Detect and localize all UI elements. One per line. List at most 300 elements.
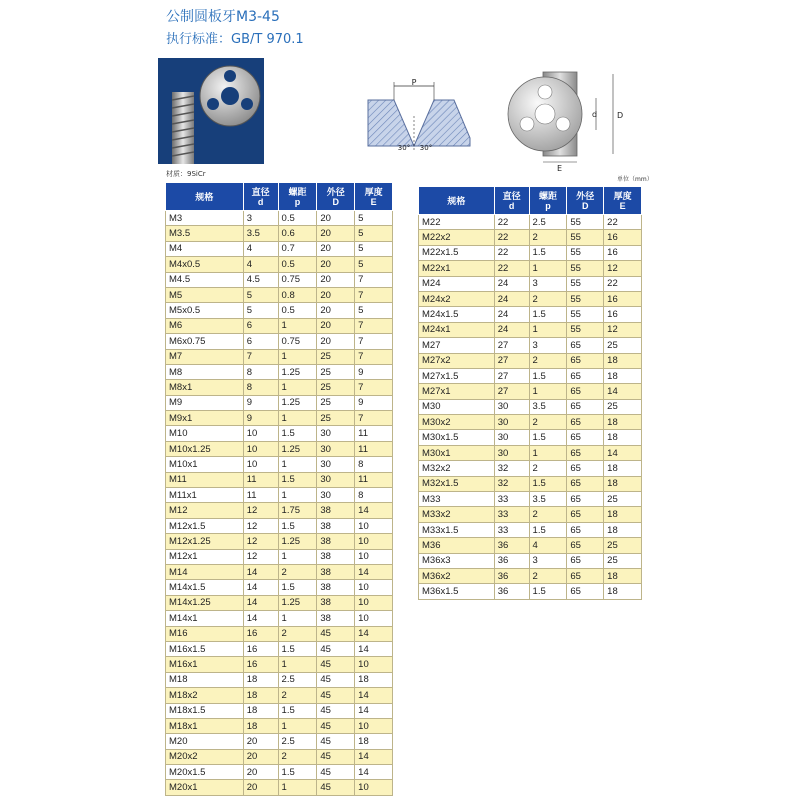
value-cell: 10 (355, 534, 393, 549)
value-cell: 1.5 (278, 765, 317, 780)
value-cell: 25 (604, 553, 642, 568)
value-cell: 14 (355, 703, 393, 718)
value-cell: 65 (567, 507, 604, 522)
value-cell: 1.5 (529, 522, 567, 537)
table-row (419, 522, 642, 537)
spec-cell: M14 (166, 564, 244, 579)
column-header (243, 183, 278, 211)
value-cell: 18 (243, 672, 278, 687)
column-header (529, 187, 567, 215)
value-cell: 1.25 (278, 595, 317, 610)
value-cell: 65 (567, 476, 604, 491)
value-cell: 38 (317, 595, 355, 610)
value-cell: 30 (317, 457, 355, 472)
value-cell: 16 (243, 626, 278, 641)
spec-cell: M16 (166, 626, 244, 641)
value-cell: 18 (604, 353, 642, 368)
table-row (419, 445, 642, 460)
D-dimension-label: D (617, 111, 624, 120)
value-cell: 18 (604, 461, 642, 476)
value-cell: 38 (317, 503, 355, 518)
spec-cell: M32x1.5 (419, 476, 495, 491)
value-cell: 11 (243, 472, 278, 487)
value-cell: 1 (278, 611, 317, 626)
value-cell: 0.5 (278, 303, 317, 318)
table-row (166, 580, 393, 595)
pitch-label: P (411, 78, 417, 87)
column-header-label: 外径 (576, 190, 595, 201)
column-header (317, 183, 355, 211)
value-cell: 18 (604, 430, 642, 445)
value-cell: 7 (355, 349, 393, 364)
value-cell: 36 (494, 553, 529, 568)
column-header-label: 厚度 (364, 186, 383, 197)
value-cell: 14 (243, 595, 278, 610)
value-cell: 8 (355, 488, 393, 503)
value-cell: 18 (604, 368, 642, 383)
value-cell: 6 (243, 334, 278, 349)
value-cell: 24 (494, 322, 529, 337)
value-cell: 65 (567, 522, 604, 537)
table-header-row (419, 187, 642, 215)
spec-cell: M11 (166, 472, 244, 487)
value-cell: 38 (317, 580, 355, 595)
value-cell: 2.5 (278, 734, 317, 749)
value-cell: 24 (494, 291, 529, 306)
value-cell: 65 (567, 384, 604, 399)
value-cell: 65 (567, 461, 604, 476)
table-row (166, 211, 393, 226)
value-cell: 27 (494, 384, 529, 399)
table-row (166, 318, 393, 333)
value-cell: 20 (317, 272, 355, 287)
value-cell: 5 (243, 287, 278, 302)
value-cell: 22 (494, 230, 529, 245)
value-cell: 11 (355, 472, 393, 487)
value-cell: 38 (317, 611, 355, 626)
spec-cell: M8 (166, 364, 244, 379)
spec-cell: M24x1 (419, 322, 495, 337)
spec-cell: M10x1 (166, 457, 244, 472)
value-cell: 4 (529, 538, 567, 553)
table-row (166, 688, 393, 703)
value-cell: 20 (317, 226, 355, 241)
table-row (419, 538, 642, 553)
spec-cell: M30 (419, 399, 495, 414)
value-cell: 18 (604, 522, 642, 537)
table-row (419, 461, 642, 476)
table-row (166, 364, 393, 379)
value-cell: 3 (529, 338, 567, 353)
value-cell: 20 (317, 303, 355, 318)
spec-cell: M22 (419, 215, 495, 230)
column-header (567, 187, 604, 215)
unit-label: 单位（mm） (617, 176, 653, 183)
table-row (419, 415, 642, 430)
value-cell: 55 (567, 307, 604, 322)
table-row (166, 518, 393, 533)
value-cell: 10 (355, 718, 393, 733)
value-cell: 7 (355, 411, 393, 426)
column-header-symbol: d (257, 196, 264, 207)
table-row (166, 749, 393, 764)
spec-cell: M20x1 (166, 780, 244, 795)
d-dimension-label: d (592, 110, 598, 119)
spec-cell: M30x1 (419, 445, 495, 460)
value-cell: 65 (567, 492, 604, 507)
value-cell: 14 (243, 564, 278, 579)
value-cell: 14 (243, 611, 278, 626)
value-cell: 12 (243, 534, 278, 549)
value-cell: 0.5 (278, 211, 317, 226)
value-cell: 8 (355, 457, 393, 472)
value-cell: 24 (494, 276, 529, 291)
value-cell: 16 (604, 245, 642, 260)
value-cell: 11 (355, 441, 393, 456)
value-cell: 5 (243, 303, 278, 318)
value-cell: 0.75 (278, 334, 317, 349)
spec-cell: M3 (166, 211, 244, 226)
value-cell: 65 (567, 430, 604, 445)
value-cell: 1.75 (278, 503, 317, 518)
value-cell: 14 (355, 503, 393, 518)
table-row (166, 641, 393, 656)
value-cell: 10 (243, 441, 278, 456)
value-cell: 65 (567, 538, 604, 553)
column-header-symbol: E (619, 200, 626, 211)
material-label: 材质：9SiCr (166, 170, 206, 178)
value-cell: 22 (494, 261, 529, 276)
spec-cell: M36x3 (419, 553, 495, 568)
value-cell: 3 (529, 276, 567, 291)
value-cell: 27 (494, 338, 529, 353)
value-cell: 30 (494, 399, 529, 414)
value-cell: 7 (243, 349, 278, 364)
value-cell: 8 (243, 364, 278, 379)
table-row (166, 718, 393, 733)
value-cell: 1 (529, 384, 567, 399)
table-row (166, 564, 393, 579)
column-header-label: 厚度 (613, 190, 632, 201)
value-cell: 38 (317, 518, 355, 533)
spec-cell: M16x1.5 (166, 641, 244, 656)
value-cell: 27 (494, 368, 529, 383)
die-photo-icon (158, 58, 264, 164)
value-cell: 3.5 (243, 226, 278, 241)
value-cell: 22 (494, 245, 529, 260)
table-row (166, 626, 393, 641)
value-cell: 1.5 (529, 476, 567, 491)
table-row (419, 230, 642, 245)
value-cell: 55 (567, 245, 604, 260)
value-cell: 27 (494, 353, 529, 368)
table-row (166, 611, 393, 626)
table-row (166, 411, 393, 426)
value-cell: 55 (567, 276, 604, 291)
spec-cell: M18x1.5 (166, 703, 244, 718)
table-row (419, 338, 642, 353)
column-header-symbol: d (508, 200, 515, 211)
value-cell: 2 (529, 568, 567, 583)
die-photo (158, 58, 264, 164)
value-cell: 1.5 (529, 430, 567, 445)
table-row (166, 595, 393, 610)
value-cell: 2 (529, 461, 567, 476)
value-cell: 20 (243, 734, 278, 749)
value-cell: 10 (355, 549, 393, 564)
value-cell: 25 (317, 349, 355, 364)
value-cell: 5 (355, 211, 393, 226)
value-cell: 10 (355, 780, 393, 795)
value-cell: 20 (317, 318, 355, 333)
thread-profile-diagram (360, 76, 490, 158)
table-row (166, 549, 393, 564)
value-cell: 1 (278, 411, 317, 426)
value-cell: 20 (317, 287, 355, 302)
value-cell: 1.5 (278, 580, 317, 595)
value-cell: 1 (529, 445, 567, 460)
value-cell: 1 (278, 349, 317, 364)
value-cell: 1 (278, 657, 317, 672)
spec-cell: M4.5 (166, 272, 244, 287)
value-cell: 9 (355, 364, 393, 379)
column-header-label: 规格 (447, 195, 466, 206)
value-cell: 1.5 (278, 641, 317, 656)
column-header (278, 183, 317, 211)
die-dimension-diagram (505, 68, 630, 173)
table-row (166, 703, 393, 718)
value-cell: 1.5 (529, 584, 567, 599)
value-cell: 4 (243, 257, 278, 272)
value-cell: 36 (494, 568, 529, 583)
value-cell: 1 (529, 261, 567, 276)
value-cell: 65 (567, 338, 604, 353)
value-cell: 20 (317, 211, 355, 226)
value-cell: 1 (529, 322, 567, 337)
spec-table-right (418, 186, 642, 600)
spec-cell: M18 (166, 672, 244, 687)
value-cell: 55 (567, 215, 604, 230)
spec-cell: M12x1 (166, 549, 244, 564)
value-cell: 33 (494, 507, 529, 522)
value-cell: 2 (278, 564, 317, 579)
table-row (166, 395, 393, 410)
table-row (166, 472, 393, 487)
spec-cell: M32x2 (419, 461, 495, 476)
value-cell: 1.5 (278, 518, 317, 533)
table-row (419, 368, 642, 383)
table-row (419, 307, 642, 322)
value-cell: 9 (355, 395, 393, 410)
value-cell: 30 (317, 472, 355, 487)
value-cell: 36 (494, 584, 529, 599)
value-cell: 20 (317, 334, 355, 349)
value-cell: 20 (317, 241, 355, 256)
value-cell: 1 (278, 380, 317, 395)
value-cell: 10 (243, 457, 278, 472)
spec-cell: M33 (419, 492, 495, 507)
value-cell: 18 (243, 688, 278, 703)
value-cell: 14 (355, 688, 393, 703)
value-cell: 38 (317, 549, 355, 564)
value-cell: 2 (529, 415, 567, 430)
value-cell: 20 (243, 780, 278, 795)
value-cell: 30 (494, 445, 529, 460)
value-cell: 7 (355, 334, 393, 349)
value-cell: 24 (494, 307, 529, 322)
value-cell: 33 (494, 522, 529, 537)
value-cell: 65 (567, 399, 604, 414)
value-cell: 1 (278, 718, 317, 733)
value-cell: 0.8 (278, 287, 317, 302)
spec-cell: M6 (166, 318, 244, 333)
value-cell: 10 (355, 580, 393, 595)
value-cell: 18 (355, 672, 393, 687)
table-row (419, 553, 642, 568)
table-row (166, 303, 393, 318)
value-cell: 45 (317, 734, 355, 749)
value-cell: 18 (604, 507, 642, 522)
spec-cell: M11x1 (166, 488, 244, 503)
spec-cell: M33x2 (419, 507, 495, 522)
value-cell: 1.5 (529, 245, 567, 260)
value-cell: 65 (567, 584, 604, 599)
value-cell: 18 (604, 476, 642, 491)
spec-cell: M22x1 (419, 261, 495, 276)
spec-cell: M27 (419, 338, 495, 353)
value-cell: 2 (529, 353, 567, 368)
value-cell: 25 (604, 399, 642, 414)
spec-cell: M20x2 (166, 749, 244, 764)
column-header (166, 183, 244, 211)
value-cell: 1 (278, 549, 317, 564)
value-cell: 2 (278, 749, 317, 764)
value-cell: 55 (567, 230, 604, 245)
spec-cell: M3.5 (166, 226, 244, 241)
value-cell: 12 (604, 322, 642, 337)
table-header-row (166, 183, 393, 211)
value-cell: 12 (243, 503, 278, 518)
spec-cell: M24x1.5 (419, 307, 495, 322)
value-cell: 1 (278, 488, 317, 503)
value-cell: 10 (355, 595, 393, 610)
standard-label: 执行标准：GB/T 970.1 (166, 32, 304, 47)
column-header-label: 螺距 (288, 186, 307, 197)
spec-cell: M14x1.25 (166, 595, 244, 610)
table-row (166, 272, 393, 287)
value-cell: 55 (567, 261, 604, 276)
value-cell: 12 (243, 549, 278, 564)
spec-cell: M14x1 (166, 611, 244, 626)
value-cell: 16 (604, 230, 642, 245)
value-cell: 20 (243, 765, 278, 780)
spec-cell: M36 (419, 538, 495, 553)
column-header-symbol: D (582, 200, 589, 211)
value-cell: 18 (243, 703, 278, 718)
value-cell: 18 (604, 568, 642, 583)
column-header (419, 187, 495, 215)
spec-cell: M4 (166, 241, 244, 256)
value-cell: 2.5 (278, 672, 317, 687)
column-header-label: 直径 (502, 190, 521, 201)
spec-cell: M9 (166, 395, 244, 410)
value-cell: 0.75 (278, 272, 317, 287)
value-cell: 3 (529, 553, 567, 568)
value-cell: 2 (278, 688, 317, 703)
value-cell: 14 (604, 445, 642, 460)
value-cell: 45 (317, 765, 355, 780)
value-cell: 2.5 (529, 215, 567, 230)
value-cell: 5 (355, 226, 393, 241)
value-cell: 1.5 (278, 472, 317, 487)
spec-cell: M36x1.5 (419, 584, 495, 599)
value-cell: 12 (243, 518, 278, 533)
spec-cell: M33x1.5 (419, 522, 495, 537)
value-cell: 7 (355, 380, 393, 395)
value-cell: 20 (243, 749, 278, 764)
value-cell: 1 (278, 457, 317, 472)
spec-cell: M20x1.5 (166, 765, 244, 780)
table-row (419, 322, 642, 337)
table-row (419, 399, 642, 414)
spec-cell: M12 (166, 503, 244, 518)
table-row (419, 430, 642, 445)
value-cell: 2 (529, 230, 567, 245)
spec-cell: M22x1.5 (419, 245, 495, 260)
value-cell: 9 (243, 395, 278, 410)
table-row (166, 457, 393, 472)
value-cell: 25 (604, 338, 642, 353)
table-row (166, 226, 393, 241)
value-cell: 45 (317, 703, 355, 718)
value-cell: 22 (494, 215, 529, 230)
table-row (166, 349, 393, 364)
value-cell: 1.25 (278, 534, 317, 549)
column-header-label: 直径 (251, 186, 270, 197)
value-cell: 9 (243, 411, 278, 426)
table-row (166, 534, 393, 549)
value-cell: 18 (355, 734, 393, 749)
spec-cell: M5 (166, 287, 244, 302)
value-cell: 0.7 (278, 241, 317, 256)
value-cell: 3.5 (529, 399, 567, 414)
value-cell: 45 (317, 626, 355, 641)
value-cell: 65 (567, 553, 604, 568)
table-row (419, 492, 642, 507)
value-cell: 12 (604, 261, 642, 276)
spec-cell: M22x2 (419, 230, 495, 245)
value-cell: 3 (243, 211, 278, 226)
table-row (166, 657, 393, 672)
value-cell: 38 (317, 534, 355, 549)
value-cell: 4.5 (243, 272, 278, 287)
spec-cell: M14x1.5 (166, 580, 244, 595)
table-row (166, 672, 393, 687)
value-cell: 45 (317, 641, 355, 656)
table-row (419, 476, 642, 491)
table-row (419, 507, 642, 522)
value-cell: 7 (355, 318, 393, 333)
value-cell: 30 (494, 415, 529, 430)
value-cell: 18 (604, 415, 642, 430)
table-row (419, 215, 642, 230)
table-row (166, 441, 393, 456)
value-cell: 8 (243, 380, 278, 395)
value-cell: 16 (604, 307, 642, 322)
table-row (419, 568, 642, 583)
spec-cell: M12x1.25 (166, 534, 244, 549)
value-cell: 2 (529, 291, 567, 306)
